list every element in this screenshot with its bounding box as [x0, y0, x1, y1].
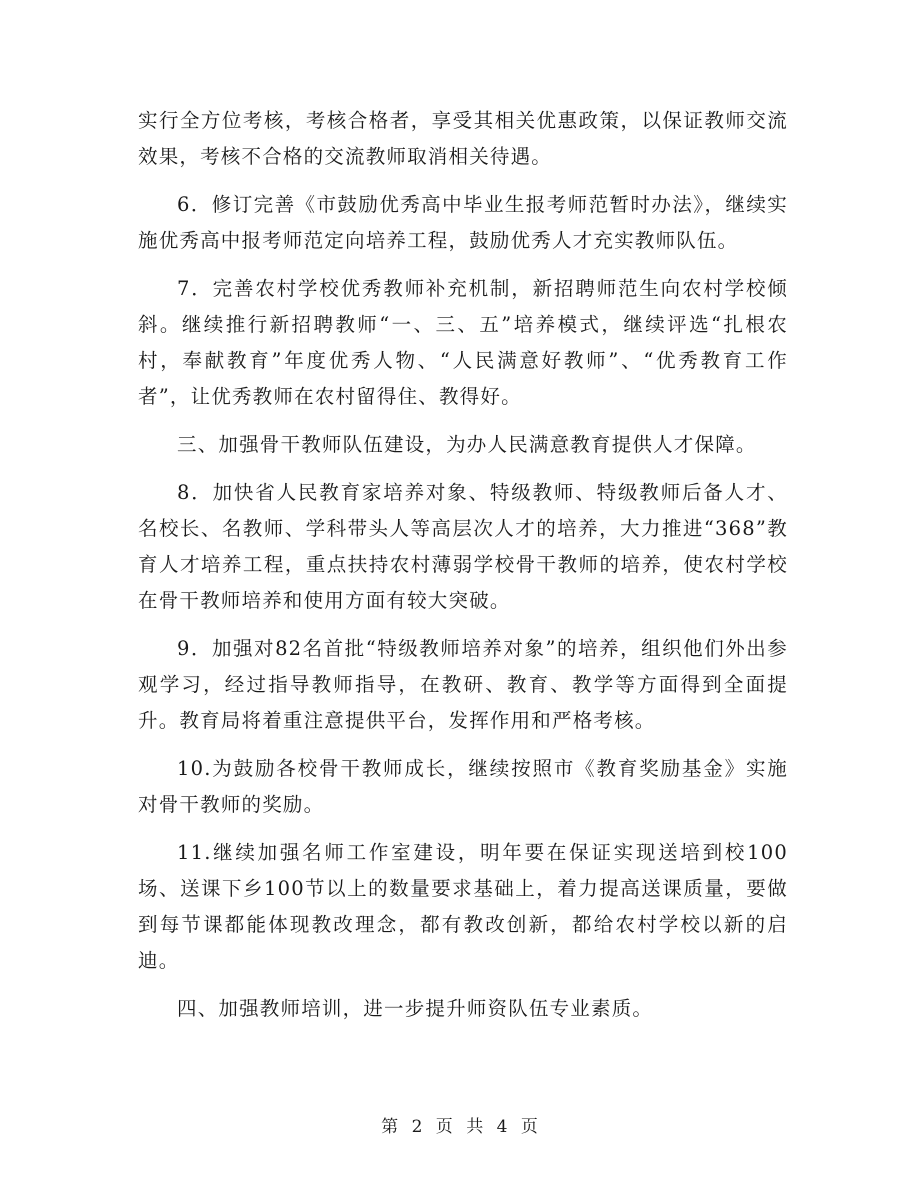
- paragraph-5: 8．加快省人民教育家培养对象、特级教师、特级教师后备人才、名校长、名教师、学科带头人等高层次人才的培养，大力推进“368”教育人才培养工程，重点扶持农村薄弱学校骨干教师的培养，使农村学校在骨干教师培养和使用方面有较大突破。: [138, 481, 788, 612]
- document-body: [138, 103, 788, 1039]
- paragraph-3: 7．完善农村学校优秀教师补充机制，新招聘师范生向农村学校倾斜。继续推行新招聘教师“一、三、五”培养模式，继续评选“扎根农村，奉献教育”年度优秀人物、“人民满意好教师”、“优秀教育工作者”，让优秀教师在农村留得住、教得好。: [138, 277, 788, 408]
- section-heading-4: 四、加强教师培训，进一步提升师资队伍专业素质。: [177, 997, 654, 1020]
- page-number: 第 2 页 共 4 页: [381, 1117, 539, 1137]
- section-heading-3: 三、加强骨干教师队伍建设，为办人民满意教育提供人才保障。: [177, 433, 757, 456]
- paragraph-1: 实行全方位考核，考核合格者，享受其相关优惠政策，以保证教师交流效果，考核不合格的交流教师取消相关待遇。: [138, 109, 788, 168]
- paragraph-6: 9．加强对82名首批“特级教师培养对象”的培养，组织他们外出参观学习，经过指导教师指导，在教研、教育、教学等方面得到全面提升。教育局将着重注意提供平台，发挥作用和严格考核。: [138, 637, 788, 732]
- paragraph-8: 11.继续加强名师工作室建设，明年要在保证实现送培到校100场、送课下乡100节以上的数量要求基础上，着力提高送课质量，要做到每节课都能体现教改理念，都有教改创新，都给农村学校以新的启迪。: [138, 841, 788, 972]
- paragraph-7: 10.为鼓励各校骨干教师成长，继续按照市《教育奖励基金》实施对骨干教师的奖励。: [138, 757, 788, 816]
- paragraph-2: 6．修订完善《市鼓励优秀高中毕业生报考师范暂时办法》，继续实施优秀高中报考师范定向培养工程，鼓励优秀人才充实教师队伍。: [138, 193, 788, 252]
